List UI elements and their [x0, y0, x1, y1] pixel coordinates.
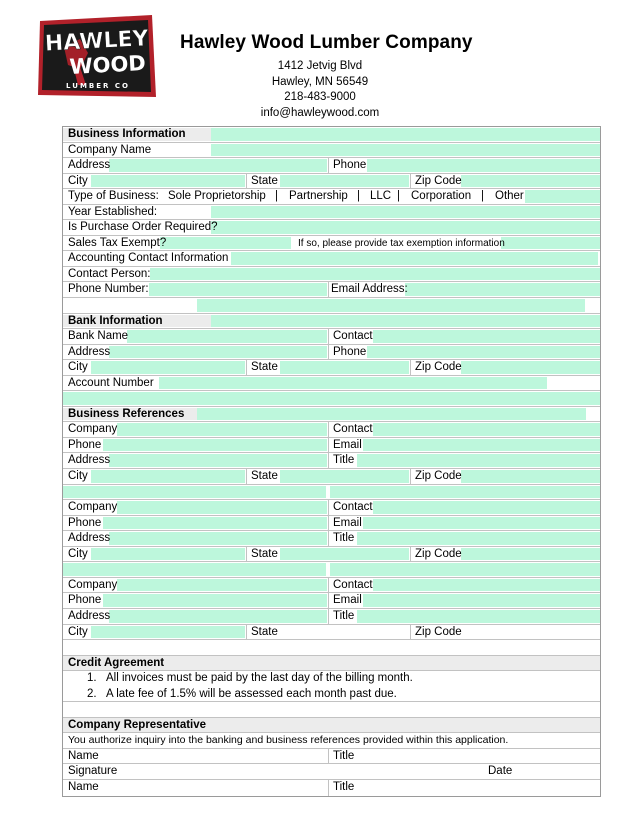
field-label: Company Name	[68, 143, 152, 156]
field-label: Phone	[333, 159, 367, 172]
section-title: Bank Information	[68, 314, 163, 327]
bank-address-field[interactable]	[109, 346, 327, 359]
section-business-info	[63, 127, 600, 143]
field-label: Company	[68, 501, 118, 514]
field-label: Zip Code	[415, 174, 462, 187]
credit-application-form	[62, 126, 601, 797]
field-label: Phone Number:	[68, 283, 149, 296]
field-label: Title	[333, 609, 355, 622]
field-label: Contact	[333, 330, 373, 343]
bank-info-header-field[interactable]	[211, 315, 600, 328]
row-spacer	[63, 391, 600, 407]
ref2-row-city-state-zip	[63, 547, 600, 563]
phone-number-field[interactable]	[149, 283, 327, 296]
field-label: Title	[333, 780, 355, 793]
extra-field[interactable]	[197, 299, 585, 312]
field-label: Contact Person:	[68, 267, 151, 280]
row-account-number	[63, 376, 600, 392]
ref1-phone-field[interactable]	[103, 439, 327, 452]
list-number: 2.	[87, 687, 97, 700]
list-number: 1.	[87, 672, 97, 685]
ref1-address-field[interactable]	[109, 454, 327, 467]
email-address-field[interactable]	[405, 283, 600, 296]
row-city-state-zip	[63, 174, 600, 190]
ref1-email-field[interactable]	[363, 439, 600, 452]
row-contact-person	[63, 267, 600, 283]
ref1-contact-field[interactable]	[373, 423, 600, 436]
ref2-row-address	[63, 531, 600, 547]
logo-line-3: LUMBER CO	[66, 82, 130, 90]
ref2-state-field[interactable]	[280, 548, 409, 561]
ref2-row-company	[63, 500, 600, 516]
field-label: Is Purchase Order Required?	[68, 221, 218, 234]
ref1-company-field[interactable]	[117, 423, 327, 436]
field-label: Year Established:	[68, 205, 158, 218]
ref3-phone-field[interactable]	[103, 594, 327, 607]
field-label: Address	[68, 532, 111, 545]
ref3-row-phone	[63, 593, 600, 609]
phone-field[interactable]	[367, 159, 600, 172]
section-title: Business Information	[68, 128, 186, 140]
ref3-title-field[interactable]	[357, 610, 600, 623]
logo-line-1: HAWLEY	[44, 26, 150, 57]
separator: |	[275, 190, 278, 203]
row-tax-exempt	[63, 236, 600, 252]
section-title: Business References	[68, 407, 185, 420]
ref3-contact-field[interactable]	[373, 579, 600, 592]
field-label: Zip Code	[415, 547, 462, 560]
field-label: Email	[333, 438, 362, 451]
field-label: Bank Name	[68, 330, 129, 343]
separator: |	[397, 190, 400, 203]
field-label: Contact	[333, 578, 373, 591]
bank-name-field[interactable]	[127, 330, 327, 343]
bank-contact-field[interactable]	[373, 330, 600, 343]
section-business-refs	[63, 407, 600, 423]
agreement-text: All invoices must be paid by the last day of the billing month.	[106, 672, 413, 685]
field-label: City	[68, 470, 88, 483]
section-title: Credit Agreement	[68, 656, 165, 669]
ref3-row-city-state-zip	[63, 625, 600, 641]
separator: |	[357, 190, 360, 203]
extra-field[interactable]	[63, 563, 326, 576]
ref2-contact-field[interactable]	[373, 501, 600, 514]
section-bank-info	[63, 314, 600, 330]
ref3-company-field[interactable]	[117, 579, 327, 592]
authorization-text: You authorize inquiry into the banking and business references provided within this application.	[68, 734, 509, 747]
option-corporation[interactable]: Corporation	[411, 190, 472, 203]
field-label: City	[68, 361, 88, 374]
extra-field[interactable]	[330, 563, 600, 576]
extra-field[interactable]	[63, 486, 326, 499]
ref3-email-field[interactable]	[363, 594, 600, 607]
ref1-zip-field[interactable]	[461, 470, 600, 483]
field-label: State	[251, 625, 278, 638]
field-label: Contact	[333, 501, 373, 514]
section-title: Company Representative	[68, 718, 207, 731]
agreement-item-1	[63, 671, 600, 687]
field-label: Zip Code	[415, 361, 462, 374]
field-label: Email	[333, 594, 362, 607]
ref1-row-company	[63, 422, 600, 438]
address-field[interactable]	[109, 159, 327, 172]
separator: |	[481, 190, 484, 203]
ref2-phone-field[interactable]	[103, 517, 327, 530]
field-label: Name	[68, 780, 99, 793]
ref1-row-address	[63, 453, 600, 469]
section-credit-agreement	[63, 656, 600, 672]
field-label: State	[251, 547, 278, 560]
field-label: Phone	[68, 516, 102, 529]
ref2-company-field[interactable]	[117, 501, 327, 514]
ref2-city-field[interactable]	[91, 548, 245, 561]
row-phone-email	[63, 282, 600, 298]
agreement-text: A late fee of 1.5% will be assessed each month past due.	[106, 687, 397, 700]
agreement-item-2	[63, 687, 600, 703]
option-llc[interactable]: LLC	[370, 190, 392, 203]
ref3-city-field[interactable]	[91, 626, 245, 639]
company-email: info@hawleywood.com	[260, 106, 380, 119]
company-name: Hawley Wood Lumber Company	[180, 32, 473, 53]
ref2-zip-field[interactable]	[461, 548, 600, 561]
field-label: Contact	[333, 423, 373, 436]
field-label: Zip Code	[415, 625, 462, 638]
field-label: Email Address:	[331, 283, 408, 296]
row-signature-date	[63, 764, 600, 780]
row-bank-city-state-zip	[63, 360, 600, 376]
year-established-field[interactable]	[211, 206, 600, 219]
field-label: State	[251, 174, 278, 187]
field-label: State	[251, 361, 278, 374]
field-label: Company	[68, 423, 118, 436]
tax-exempt-field[interactable]	[160, 237, 291, 250]
field-label: Address	[68, 609, 111, 622]
rep2-row-name-title	[63, 780, 600, 796]
ref3-row-company	[63, 578, 600, 594]
field-label: Address	[68, 345, 111, 358]
logo-line-2: WOOD	[68, 51, 147, 79]
option-sole-proprietorship[interactable]: Sole Proprietorship	[168, 190, 266, 203]
bank-city-field[interactable]	[91, 361, 245, 374]
row-spacer	[63, 298, 600, 314]
business-info-header-field[interactable]	[211, 128, 600, 141]
field-label: Date	[488, 765, 513, 778]
row-bank-contact	[63, 329, 600, 345]
row-type-of-business	[63, 189, 600, 205]
ref2-title-field[interactable]	[357, 532, 600, 545]
ref3-address-field[interactable]	[109, 610, 327, 623]
accounting-contact-field[interactable]	[231, 252, 598, 265]
bank-state-field[interactable]	[280, 361, 409, 374]
rep1-row-name-title	[63, 749, 600, 765]
field-label: Address	[68, 159, 111, 172]
state-field[interactable]	[280, 175, 409, 188]
tax-info-field[interactable]	[501, 237, 600, 250]
field-label: Type of Business:	[68, 190, 159, 203]
other-field[interactable]	[525, 190, 600, 203]
field-label: City	[68, 174, 88, 187]
company-phone: 218-483-9000	[284, 91, 356, 103]
ref1-row-phone	[63, 438, 600, 454]
row-company-name	[63, 143, 600, 159]
extra-field[interactable]	[330, 486, 600, 499]
row-po-required	[63, 220, 600, 236]
field-label: Title	[333, 532, 355, 545]
field-label: Accounting Contact Information	[68, 252, 229, 265]
field-label: State	[251, 470, 278, 483]
ref1-state-field[interactable]	[280, 470, 409, 483]
option-partnership[interactable]: Partnership	[289, 190, 348, 203]
city-field[interactable]	[91, 175, 245, 188]
field-label: Signature	[68, 765, 118, 778]
row-address-phone	[63, 158, 600, 174]
field-label: Phone	[68, 438, 102, 451]
field-label: City	[68, 547, 88, 560]
field-label: Name	[68, 749, 99, 762]
ref2-email-field[interactable]	[363, 517, 600, 530]
row-accounting-contact	[63, 251, 600, 267]
field-label: Title	[333, 749, 355, 762]
contact-person-field[interactable]	[150, 268, 600, 281]
ref3-row-address	[63, 609, 600, 625]
extra-field[interactable]	[63, 392, 600, 405]
field-label: Zip Code	[415, 470, 462, 483]
field-label: City	[68, 625, 88, 638]
zip-field[interactable]	[461, 175, 600, 188]
bank-phone-field[interactable]	[367, 346, 600, 359]
field-label: Phone	[333, 345, 367, 358]
field-label: Account Number	[68, 376, 154, 389]
ref1-row-city-state-zip	[63, 469, 600, 485]
ref2-row-phone	[63, 516, 600, 532]
po-required-field[interactable]	[211, 221, 600, 234]
company-logo	[34, 13, 158, 99]
company-city-state: Hawley, MN 56549	[271, 75, 369, 88]
field-label: Phone	[68, 594, 102, 607]
row-year-established	[63, 205, 600, 221]
section-company-rep	[63, 718, 600, 734]
field-label: Title	[333, 454, 355, 467]
ref2-address-field[interactable]	[109, 532, 327, 545]
row-bank-address-phone	[63, 345, 600, 361]
tax-exempt-note: If so, please provide tax exemption information	[298, 237, 505, 249]
company-address: 1412 Jetvig Blvd	[277, 60, 363, 72]
field-label: Sales Tax Exempt?	[68, 236, 167, 249]
ref1-title-field[interactable]	[357, 454, 600, 467]
field-label: Address	[68, 454, 111, 467]
ref1-city-field[interactable]	[91, 470, 245, 483]
company-header	[180, 32, 473, 121]
company-name-field[interactable]	[211, 144, 600, 157]
row-spacer	[63, 562, 600, 578]
field-label: Company	[68, 578, 118, 591]
account-number-field[interactable]	[159, 377, 547, 390]
row-authorize	[63, 733, 600, 749]
refs-header-field[interactable]	[197, 408, 586, 421]
bank-zip-field[interactable]	[461, 361, 600, 374]
row-spacer	[63, 485, 600, 501]
field-label: Email	[333, 516, 362, 529]
row-spacer	[63, 702, 600, 718]
row-spacer	[63, 640, 600, 656]
option-other[interactable]: Other	[495, 190, 524, 203]
